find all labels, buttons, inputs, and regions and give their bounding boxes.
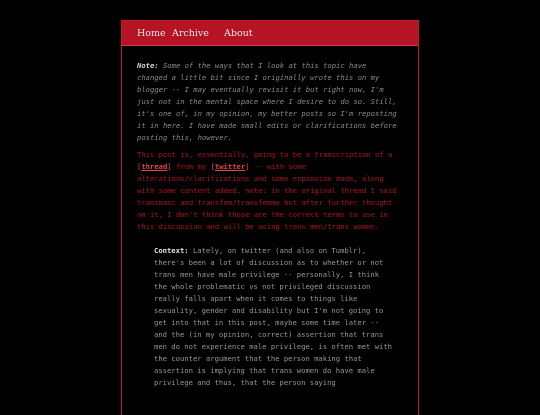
context-paragraph bbox=[154, 245, 394, 389]
note-label: Note: bbox=[137, 61, 159, 70]
context-label: Context: bbox=[154, 246, 189, 255]
note-paragraph bbox=[137, 60, 399, 144]
disclaimer-paragraph: This post is, essentially, going to be a transcription of a [thread] from my [twitter] -- with some alterations/clarifications and some expansion made, along with some content added. note: in the original thread I said transmasc and transfem/transfemme but after further thought on it, I don't think those are the correct terms to use in this discussion and will be using trans men/trans women. bbox=[137, 150, 397, 231]
thread-link[interactable]: thread bbox=[141, 162, 168, 171]
context-text: Lately, on twitter (and also on Tumblr), there's been a lot of discussion as to whether or not trans men have male privilege -- personally, I think the whole problematic vs not privileged discussion really falls apart when it comes to things like sexuality, gender and disability but I'm not going to get into that in this post, maybe some time later -- and the (in my opinion, correct) assertion that trans men do not experience male privilege, is often met with the counter argument that the person making that assertion is implying that trans women do have male privilege and thus, that the person saying bbox=[154, 246, 392, 387]
nav-about-link[interactable]: About bbox=[224, 28, 253, 39]
disclaimer-text-start: This post is, essentially, going to be a transcription of a bbox=[137, 150, 393, 159]
top-nav bbox=[122, 21, 418, 46]
nav-archive-link[interactable]: Archive bbox=[172, 28, 209, 39]
note-text: Some of the ways that I look at this topic have changed a little bit since I originally wrote this on my blogger -- I may eventually revisit it but right now, I'm just not in the mental space where I desire to do so. Still, it's one of, in my opinion, my better posts so I'm reposting it in here. I have made small edits or clarifications before posting this, however. bbox=[137, 61, 397, 142]
page-frame bbox=[121, 20, 419, 415]
post-content bbox=[137, 60, 399, 389]
twitter-link[interactable]: twitter bbox=[214, 162, 246, 171]
disclaimer-text-middle: from my bbox=[171, 162, 211, 171]
disclaimer-text-end: -- with some alterations/clarifications and some expansion made, along with some content added. note: in the original thread I said transmasc and transfem/transfemme but after further thought on it, I don't think those are the correct terms to use in this discussion and will be using trans men/trans women. bbox=[137, 162, 397, 231]
nav-home-link[interactable]: Home bbox=[137, 28, 166, 39]
